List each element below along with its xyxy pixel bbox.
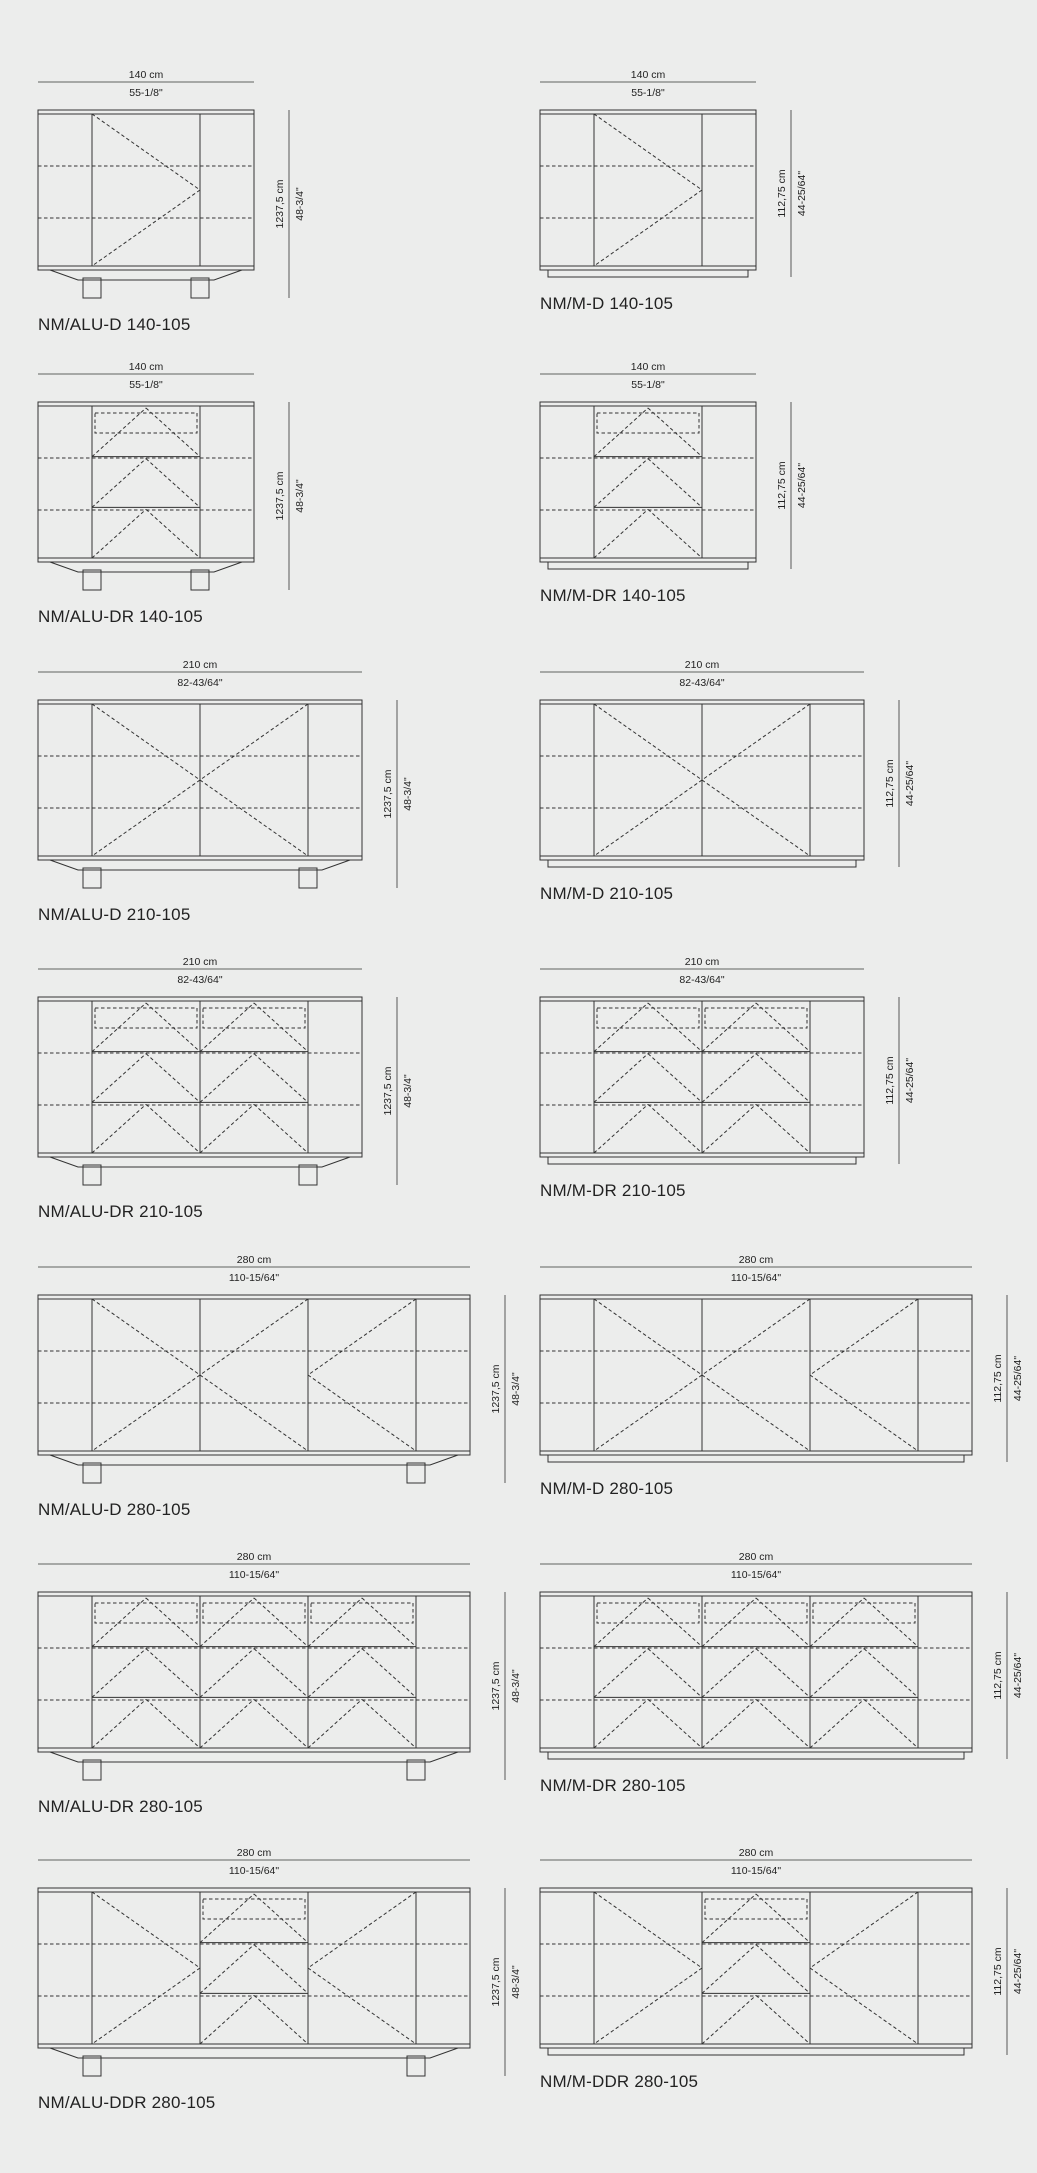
width-inch-label: 55-1/8": [631, 87, 665, 99]
opening-direction-line: [648, 509, 702, 558]
width-inch-label: 82-43/64": [679, 677, 725, 689]
width-cm-label: 280 cm: [236, 1254, 272, 1266]
width-inch-label: 110-15/64": [228, 1272, 280, 1284]
opening-direction-line: [810, 1598, 864, 1647]
width-inch-label: 55-1/8": [631, 379, 665, 391]
base-foot: [83, 2056, 101, 2076]
opening-direction-line: [92, 1003, 146, 1052]
model-name: NM/ALU-DR 280-105: [38, 1797, 203, 1816]
model-name: NM/ALU-D 210-105: [38, 905, 191, 924]
model-name: NM/ALU-DR 210-105: [38, 1202, 203, 1221]
width-cm-label: 280 cm: [738, 1847, 774, 1859]
drawer-inset: [203, 1008, 305, 1028]
width-inch-label: 55-1/8": [129, 379, 163, 391]
height-cm-label: 1237,5 cm: [382, 1066, 394, 1116]
height-cm-label: 112,75 cm: [776, 461, 788, 510]
sideboard-drawing: [38, 1551, 522, 1816]
opening-direction-line: [308, 1375, 416, 1451]
width-cm-label: 140 cm: [630, 361, 666, 373]
sideboard-drawing: [38, 956, 414, 1221]
opening-direction-line: [648, 1649, 702, 1698]
opening-direction-line: [146, 1003, 200, 1052]
opening-direction-line: [362, 1649, 416, 1698]
opening-direction-line: [702, 1995, 756, 2044]
opening-direction-line: [92, 190, 200, 266]
opening-direction-line: [756, 1003, 810, 1052]
opening-direction-line: [200, 1945, 254, 1994]
opening-direction-line: [200, 1649, 254, 1698]
opening-direction-line: [92, 1054, 146, 1103]
opening-direction-line: [810, 1892, 918, 1968]
opening-direction-line: [756, 1699, 810, 1748]
opening-direction-line: [92, 1892, 200, 1968]
sideboard-drawing: [540, 1551, 1024, 1795]
opening-direction-line: [146, 1649, 200, 1698]
aluminium-base: [50, 270, 242, 280]
height-cm-label: 1237,5 cm: [274, 471, 286, 521]
width-inch-label: 110-15/64": [730, 1272, 782, 1284]
sideboard-drawing: [38, 69, 306, 334]
base-foot: [83, 1165, 101, 1185]
opening-direction-line: [308, 1968, 416, 2044]
width-cm-label: 140 cm: [128, 361, 164, 373]
base-foot: [83, 1463, 101, 1483]
opening-direction-line: [810, 1299, 918, 1375]
width-cm-label: 210 cm: [684, 956, 720, 968]
opening-direction-line: [702, 1598, 756, 1647]
drawer-inset: [813, 1603, 915, 1623]
opening-direction-line: [810, 1968, 918, 2044]
height-inch-label: 48-3/4": [510, 1669, 522, 1703]
opening-direction-line: [702, 1003, 756, 1052]
opening-direction-line: [200, 1894, 254, 1943]
height-cm-label: 1237,5 cm: [490, 1661, 502, 1711]
width-inch-label: 82-43/64": [177, 974, 223, 986]
opening-direction-line: [200, 1104, 254, 1153]
model-name: NM/ALU-DR 140-105: [38, 607, 203, 626]
height-cm-label: 112,75 cm: [992, 1947, 1004, 1996]
height-inch-label: 44-25/64": [1012, 1355, 1024, 1402]
opening-direction-line: [594, 1699, 648, 1748]
model-name: NM/ALU-D 280-105: [38, 1500, 191, 1519]
opening-direction-line: [92, 408, 146, 457]
cabinet-body: [38, 1295, 470, 1455]
width-cm-label: 280 cm: [738, 1551, 774, 1563]
opening-direction-line: [200, 1699, 254, 1748]
model-name: NM/M-D 140-105: [540, 294, 674, 313]
width-cm-label: 210 cm: [684, 659, 720, 671]
aluminium-base: [50, 562, 242, 572]
opening-direction-line: [756, 1894, 810, 1943]
drawer-inset: [705, 1899, 807, 1919]
opening-direction-line: [594, 190, 702, 266]
plinth-base: [548, 1157, 856, 1164]
cabinet-body: [38, 1592, 470, 1752]
height-inch-label: 48-3/4": [510, 1372, 522, 1406]
model-name: NM/M-D 210-105: [540, 884, 674, 903]
opening-direction-line: [594, 408, 648, 457]
height-inch-label: 48-3/4": [294, 187, 306, 221]
height-inch-label: 44-25/64": [1012, 1948, 1024, 1995]
opening-direction-line: [254, 1945, 308, 1994]
base-foot: [299, 868, 317, 888]
base-foot: [83, 1760, 101, 1780]
base-foot: [83, 570, 101, 590]
opening-direction-line: [702, 1649, 756, 1698]
opening-direction-line: [92, 1649, 146, 1698]
opening-direction-line: [702, 1945, 756, 1994]
opening-direction-line: [308, 1299, 416, 1375]
aluminium-base: [50, 2048, 458, 2058]
opening-direction-line: [594, 1892, 702, 1968]
cabinet-body: [540, 402, 756, 562]
opening-direction-line: [308, 1892, 416, 1968]
plinth-base: [548, 860, 856, 867]
opening-direction-line: [254, 1699, 308, 1748]
width-inch-label: 110-15/64": [730, 1569, 782, 1581]
opening-direction-line: [254, 1894, 308, 1943]
height-inch-label: 44-25/64": [796, 170, 808, 217]
base-foot: [83, 868, 101, 888]
drawer-inset: [597, 1008, 699, 1028]
opening-direction-line: [594, 509, 648, 558]
width-cm-label: 280 cm: [236, 1551, 272, 1563]
opening-direction-line: [362, 1699, 416, 1748]
opening-direction-line: [648, 1003, 702, 1052]
width-inch-label: 82-43/64": [679, 974, 725, 986]
cabinet-body: [540, 1888, 972, 2048]
height-inch-label: 48-3/4": [294, 479, 306, 513]
opening-direction-line: [92, 1598, 146, 1647]
sideboard-drawing: [38, 1254, 522, 1519]
opening-direction-line: [308, 1649, 362, 1698]
sideboard-drawing: [38, 659, 414, 924]
model-name: NM/M-DDR 280-105: [540, 2072, 699, 2091]
cabinet-body: [38, 402, 254, 562]
height-inch-label: 48-3/4": [510, 1965, 522, 1999]
opening-direction-line: [756, 1598, 810, 1647]
drawer-inset: [705, 1603, 807, 1623]
width-inch-label: 110-15/64": [228, 1569, 280, 1581]
height-cm-label: 1237,5 cm: [490, 1957, 502, 2007]
opening-direction-line: [864, 1598, 918, 1647]
drawer-inset: [95, 1008, 197, 1028]
opening-direction-line: [594, 1649, 648, 1698]
opening-direction-line: [756, 1995, 810, 2044]
height-inch-label: 44-25/64": [904, 1057, 916, 1104]
width-cm-label: 280 cm: [236, 1847, 272, 1859]
width-inch-label: 110-15/64": [228, 1865, 280, 1877]
height-cm-label: 112,75 cm: [884, 1056, 896, 1105]
model-name: NM/M-D 280-105: [540, 1479, 674, 1498]
base-foot: [407, 1760, 425, 1780]
base-foot: [191, 570, 209, 590]
opening-direction-line: [200, 1598, 254, 1647]
base-foot: [407, 1463, 425, 1483]
opening-direction-line: [756, 1054, 810, 1103]
sideboard-drawing: [540, 956, 916, 1200]
base-foot: [83, 278, 101, 298]
opening-direction-line: [92, 1699, 146, 1748]
drawer-inset: [95, 1603, 197, 1623]
opening-direction-line: [864, 1649, 918, 1698]
opening-direction-line: [648, 1598, 702, 1647]
opening-direction-line: [200, 1003, 254, 1052]
opening-direction-line: [810, 1375, 918, 1451]
plinth-base: [548, 1455, 964, 1462]
opening-direction-line: [594, 1003, 648, 1052]
plinth-base: [548, 562, 748, 569]
drawer-inset: [597, 413, 699, 433]
width-cm-label: 280 cm: [738, 1254, 774, 1266]
height-cm-label: 112,75 cm: [992, 1354, 1004, 1403]
opening-direction-line: [648, 1054, 702, 1103]
opening-direction-line: [146, 408, 200, 457]
width-inch-label: 110-15/64": [730, 1865, 782, 1877]
height-cm-label: 112,75 cm: [776, 169, 788, 218]
height-inch-label: 44-25/64": [1012, 1652, 1024, 1699]
opening-direction-line: [92, 1104, 146, 1153]
opening-direction-line: [308, 1699, 362, 1748]
opening-direction-line: [254, 1995, 308, 2044]
opening-direction-line: [756, 1104, 810, 1153]
model-name: NM/ALU-D 140-105: [38, 315, 191, 334]
aluminium-base: [50, 1455, 458, 1465]
drawer-inset: [311, 1603, 413, 1623]
height-inch-label: 48-3/4": [402, 1074, 414, 1108]
opening-direction-line: [594, 1968, 702, 2044]
width-cm-label: 140 cm: [128, 69, 164, 81]
plinth-base: [548, 270, 748, 277]
opening-direction-line: [756, 1649, 810, 1698]
width-inch-label: 55-1/8": [129, 87, 163, 99]
model-name: NM/M-DR 210-105: [540, 1181, 686, 1200]
opening-direction-line: [594, 1054, 648, 1103]
drawer-inset: [705, 1008, 807, 1028]
sideboard-drawing: [540, 69, 808, 313]
opening-direction-line: [146, 1699, 200, 1748]
opening-direction-line: [810, 1649, 864, 1698]
opening-direction-line: [92, 114, 200, 190]
opening-direction-line: [594, 1598, 648, 1647]
opening-direction-line: [254, 1054, 308, 1103]
opening-direction-line: [200, 1054, 254, 1103]
model-name: NM/M-DR 280-105: [540, 1776, 686, 1795]
plinth-base: [548, 2048, 964, 2055]
opening-direction-line: [702, 1054, 756, 1103]
opening-direction-line: [702, 1894, 756, 1943]
cabinet-body: [38, 1888, 470, 2048]
sideboard-drawing: [540, 1254, 1024, 1498]
opening-direction-line: [146, 1054, 200, 1103]
height-cm-label: 1237,5 cm: [490, 1364, 502, 1414]
opening-direction-line: [702, 1104, 756, 1153]
cabinet-body: [38, 110, 254, 270]
drawer-inset: [95, 413, 197, 433]
aluminium-base: [50, 1752, 458, 1762]
cabinet-body: [540, 110, 756, 270]
model-name: NM/ALU-DDR 280-105: [38, 2093, 216, 2112]
opening-direction-line: [308, 1598, 362, 1647]
opening-direction-line: [648, 1699, 702, 1748]
height-inch-label: 44-25/64": [904, 760, 916, 807]
width-cm-label: 210 cm: [182, 659, 218, 671]
sideboard-drawing: [38, 1847, 522, 2112]
plinth-base: [548, 1752, 964, 1759]
width-inch-label: 82-43/64": [177, 677, 223, 689]
opening-direction-line: [594, 1104, 648, 1153]
height-cm-label: 1237,5 cm: [382, 769, 394, 819]
opening-direction-line: [648, 408, 702, 457]
sideboard-drawing: [38, 361, 306, 626]
opening-direction-line: [648, 459, 702, 508]
opening-direction-line: [594, 459, 648, 508]
opening-direction-line: [146, 509, 200, 558]
height-inch-label: 44-25/64": [796, 462, 808, 509]
opening-direction-line: [92, 1968, 200, 2044]
sideboard-drawing: [540, 659, 916, 903]
height-inch-label: 48-3/4": [402, 777, 414, 811]
opening-direction-line: [810, 1699, 864, 1748]
opening-direction-line: [702, 1699, 756, 1748]
cabinet-body: [540, 1295, 972, 1455]
opening-direction-line: [756, 1945, 810, 1994]
height-cm-label: 112,75 cm: [884, 759, 896, 808]
opening-direction-line: [146, 1598, 200, 1647]
drawer-inset: [203, 1899, 305, 1919]
width-cm-label: 210 cm: [182, 956, 218, 968]
opening-direction-line: [362, 1598, 416, 1647]
opening-direction-line: [594, 114, 702, 190]
opening-direction-line: [92, 509, 146, 558]
opening-direction-line: [254, 1649, 308, 1698]
opening-direction-line: [254, 1003, 308, 1052]
base-foot: [299, 1165, 317, 1185]
opening-direction-line: [254, 1104, 308, 1153]
opening-direction-line: [648, 1104, 702, 1153]
base-foot: [191, 278, 209, 298]
opening-direction-line: [254, 1598, 308, 1647]
base-foot: [407, 2056, 425, 2076]
drawer-inset: [597, 1603, 699, 1623]
opening-direction-line: [92, 459, 146, 508]
drawer-inset: [203, 1603, 305, 1623]
height-cm-label: 1237,5 cm: [274, 179, 286, 229]
opening-direction-line: [146, 1104, 200, 1153]
sideboard-drawing: [540, 1847, 1024, 2091]
sideboard-drawing: [540, 361, 808, 605]
width-cm-label: 140 cm: [630, 69, 666, 81]
cabinet-body: [540, 1592, 972, 1752]
opening-direction-line: [146, 459, 200, 508]
opening-direction-line: [200, 1995, 254, 2044]
model-name: NM/M-DR 140-105: [540, 586, 686, 605]
height-cm-label: 112,75 cm: [992, 1651, 1004, 1700]
opening-direction-line: [864, 1699, 918, 1748]
